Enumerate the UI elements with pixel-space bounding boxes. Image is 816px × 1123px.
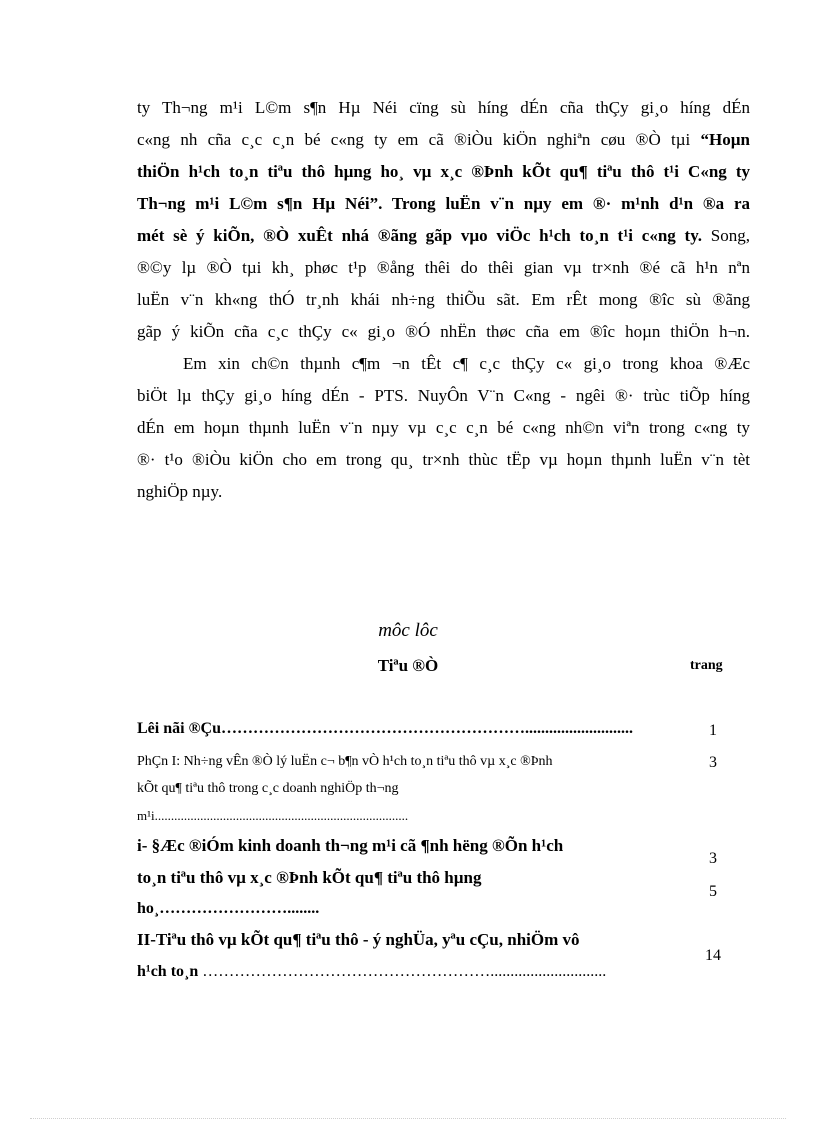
- intro-paragraphs: [137, 92, 750, 508]
- toc-entry-section1-line1: i- §Æc ®iÓm kinh doanh th¬ng m¹i cã ¶nh hëng ®Õn h¹ch: [137, 836, 564, 855]
- toc-entry-section2-line1: II-Tiªu thô vµ kÕt qu¶ tiªu thô - ý nghÜa, yªu cÇu, nhiÖm vô: [137, 930, 580, 949]
- page-bottom-rule: [30, 1118, 786, 1119]
- toc-page-number: 5: [709, 883, 717, 900]
- toc-page-number: 14: [705, 947, 721, 964]
- toc-entry-section1-line2: to¸n tiªu thô vµ x¸c ®Þnh kÕt qu¶ tiªu thô hµng: [137, 868, 482, 887]
- intro-line: mét sè ý kiÕn, ®Ò xuÊt nhá ®ãng gãp vµo viÖc h¹ch to¸n t¹i c«ng ty. Song,: [137, 226, 750, 245]
- intro-line: luËn v¨n kh«ng thÓ tr¸nh khái nh÷ng thiÕu sãt. Em rÊt mong ®îc sù ®ãng: [137, 290, 750, 309]
- intro-line: dÉn em hoµn thµnh luËn v¨n nµy vµ c¸c c¸n bé c«ng nh©n viªn trong c«ng ty: [137, 418, 750, 437]
- intro-line: Em xin ch©n thµnh c¶m ¬n tÊt c¶ c¸c thÇy c« gi¸o trong khoa ®Æc: [183, 354, 750, 373]
- intro-line: biÖt lµ thÇy gi¸o híng dÉn - PTS. NuyÔn V¨n C«ng - ngêi ®· trùc tiÕp híng: [137, 386, 750, 405]
- intro-line: c«ng nh cña c¸c c¸n bé c«ng ty em cã ®iÒu kiÖn nghiªn cøu ®Ò tµi “Hoµn: [137, 130, 750, 149]
- toc-page-number: 1: [709, 722, 717, 739]
- intro-line: Th¬ng m¹i L©m s¶n Hµ Néi”. Trong luËn v¨n nµy em ®· m¹nh d¹n ®a ra: [137, 194, 750, 213]
- toc-entry-section1-line3: ho¸……………………........: [137, 900, 320, 917]
- toc-column-header-page: trang: [690, 658, 723, 673]
- toc-entry-part1-line3: m¹i..............................................................................: [137, 808, 409, 823]
- toc-page-number: 3: [709, 754, 717, 771]
- intro-line: thiÖn h¹ch to¸n tiªu thô hµng ho¸ vµ x¸c ®Þnh kÕt qu¶ tiªu thô t¹i C«ng ty: [137, 162, 750, 181]
- toc-entry-intro: Lêi nãi ®Çu…………………………………………………...........................: [137, 720, 633, 737]
- toc-column-header-title: Tiªu ®Ò: [377, 656, 439, 675]
- intro-line: ®©y lµ ®Ò tµi kh¸ phøc t¹p ®ång thêi do thêi gian vµ tr×nh ®é cã h¹n nªn: [137, 258, 750, 277]
- toc-entry-part1-line1: PhÇn I: Nh÷ng vÊn ®Ò lý luËn c¬ b¶n vÒ h¹ch to¸n tiªu thô vµ x¸c ®Þnh: [137, 754, 553, 769]
- toc-page-number: 3: [709, 850, 717, 867]
- intro-line: nghiÖp nµy.: [137, 482, 223, 501]
- toc-entry-section2-line2: h¹ch to¸n ……………………………………………….............................: [137, 963, 607, 980]
- intro-line: gãp ý kiÕn cña c¸c thÇy c« gi¸o ®Ó nhËn thøc cña em ®îc hoµn thiÖn h¬n.: [137, 322, 750, 341]
- toc-entry-part1-line2: kÕt qu¶ tiªu thô trong c¸c doanh nghiÖp th¬ng: [137, 781, 399, 796]
- toc-title: môc lôc: [378, 620, 438, 641]
- intro-line: ty Th¬ng m¹i L©m s¶n Hµ Néi cïng sù híng dÉn cña thÇy gi¸o híng dÉn: [137, 98, 750, 117]
- intro-line: ®· t¹o ®iÒu kiÖn cho em trong qu¸ tr×nh thùc tËp vµ hoµn thµnh luËn v¨n tèt: [137, 450, 750, 469]
